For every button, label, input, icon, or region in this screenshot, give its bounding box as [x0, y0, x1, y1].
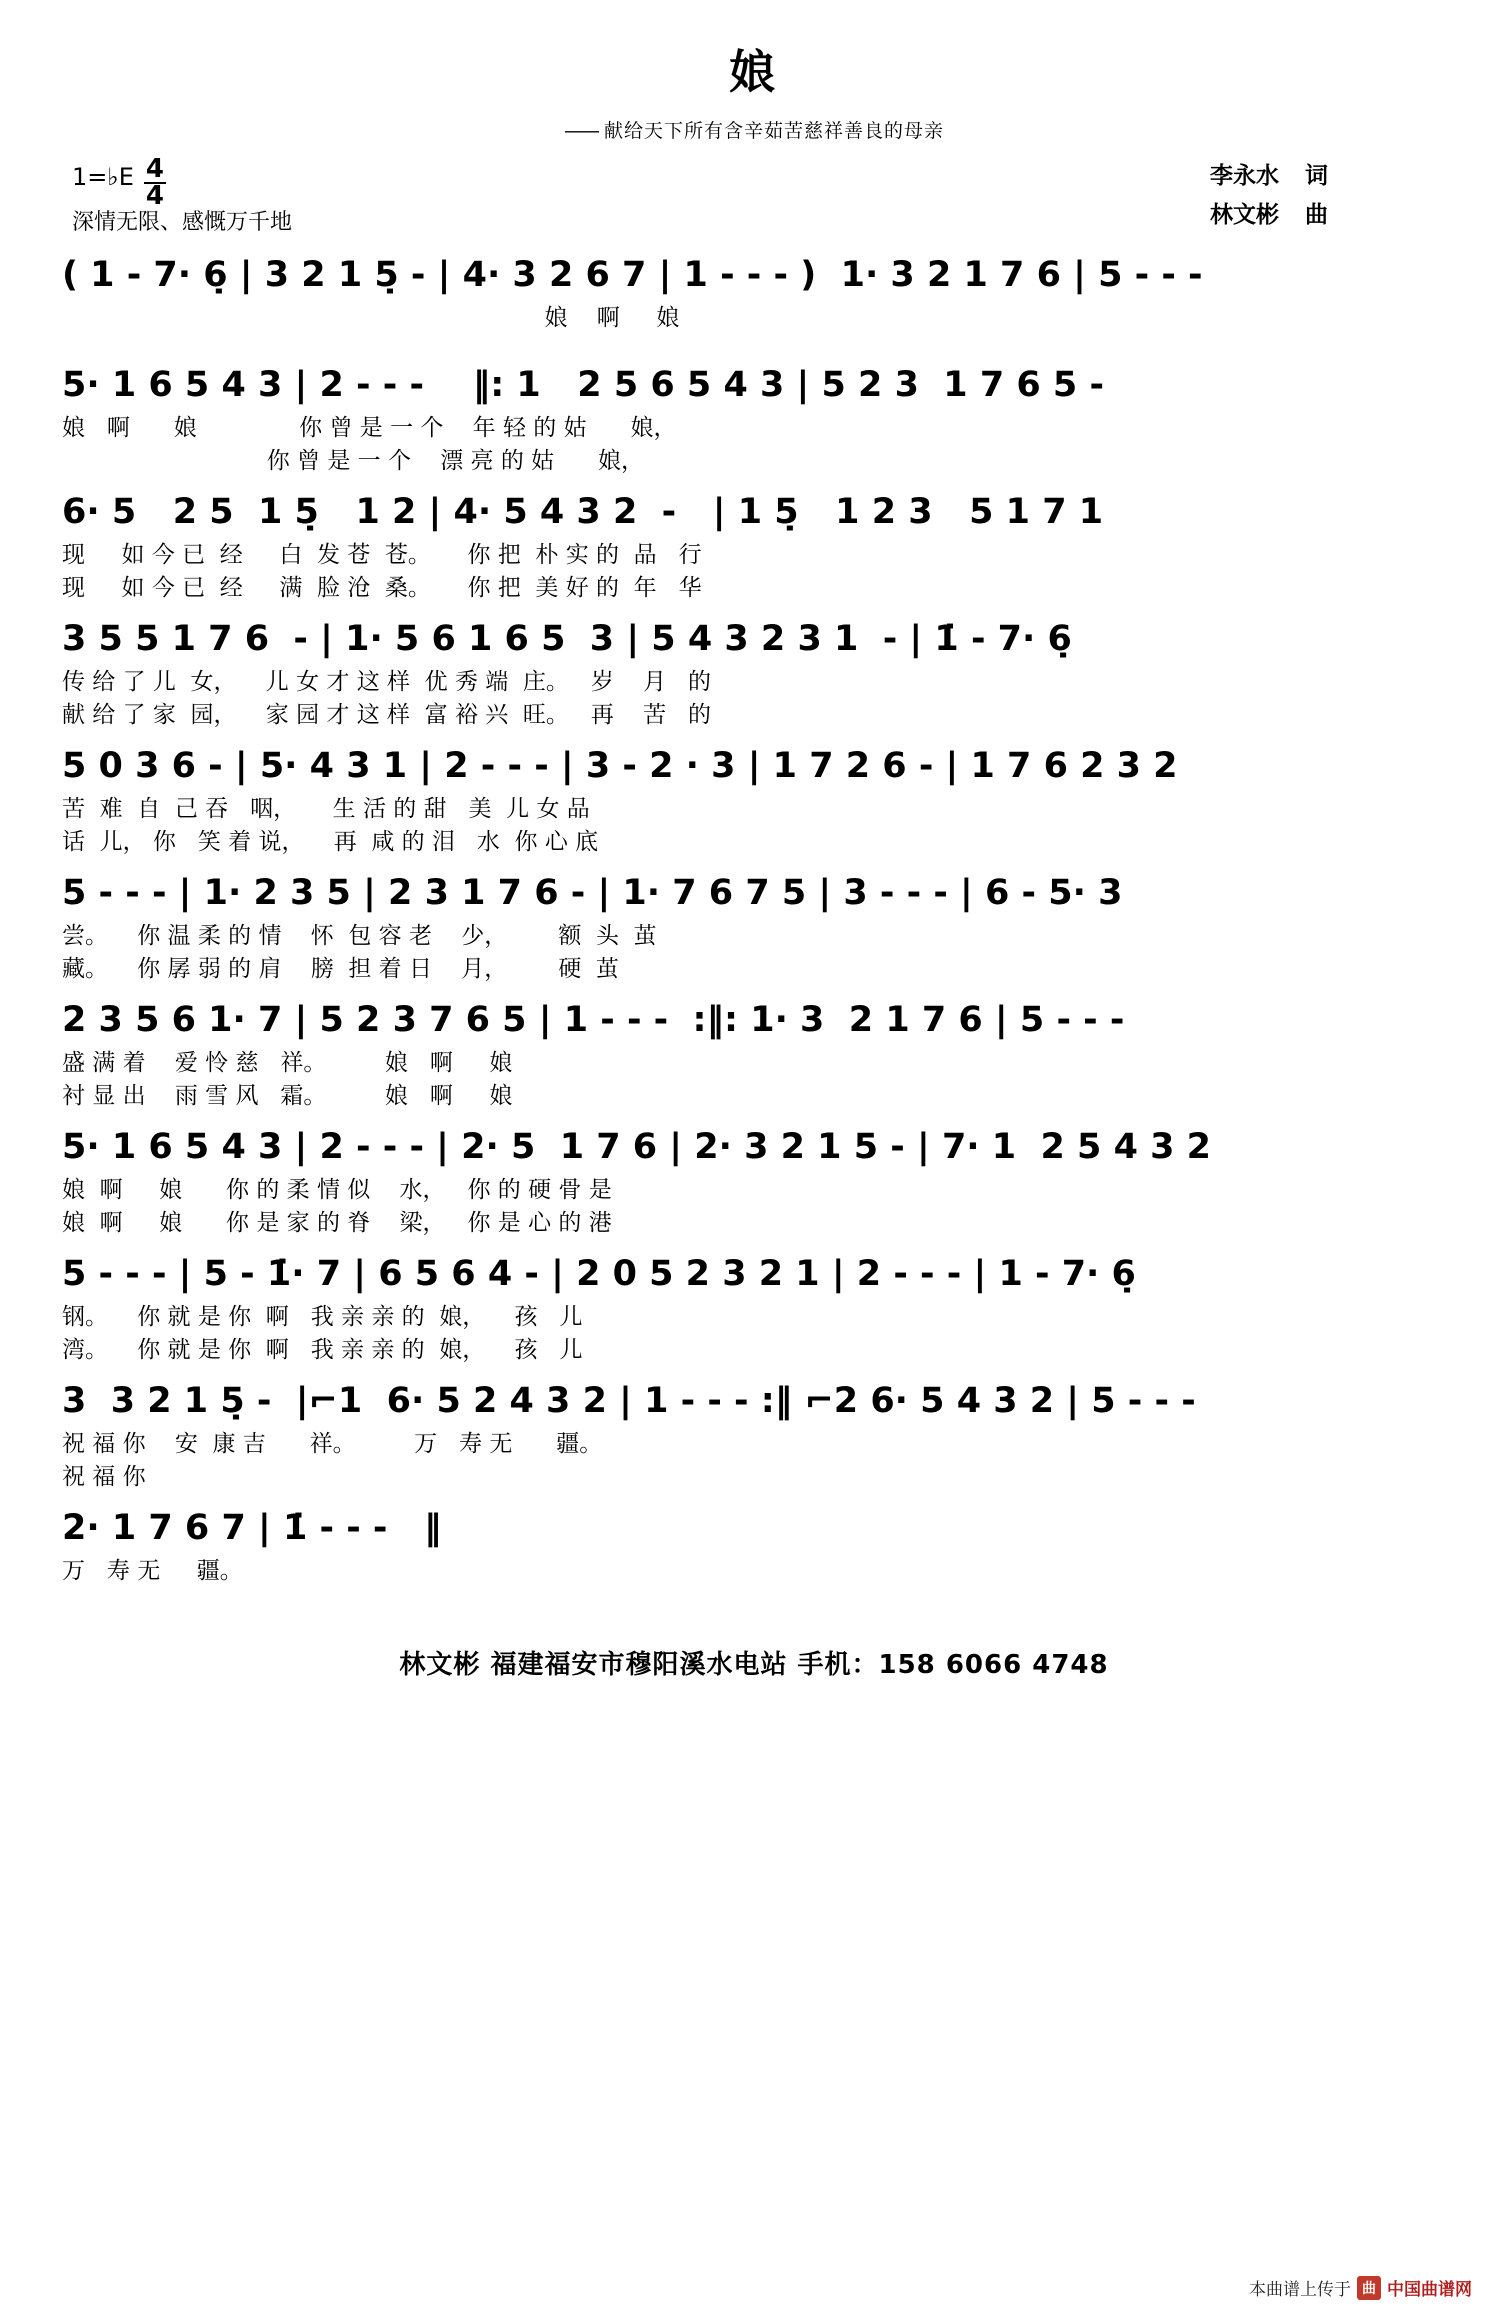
music-system: [62, 241, 1446, 351]
time-signature: [144, 154, 166, 211]
music-system: [62, 1113, 1446, 1240]
lyric-line-1: 苦 难 自 己 吞 咽， 生 活 的 甜 美 儿 女 品: [62, 796, 590, 822]
notation-line: 5 - - - | 1· 2 3 5 | 2 3 1 7 6 - | 1· 7 6 7 5 | 3 - - - | 6 - 5· 3: [62, 873, 1123, 913]
lyric-line-2: 衬 显 出 雨 雪 风 霜。 娘 啊 娘: [62, 1082, 513, 1109]
lyric-line-1: 娘 啊 娘: [62, 305, 680, 331]
lyric-line-1: 现 如 今 已 经 白 发 苍 苍。 你 把 朴 实 的 品 行: [62, 542, 702, 568]
lyric-line-1: 万 寿 无 疆。: [62, 1558, 243, 1584]
site-credit: [1249, 2275, 1472, 2300]
notation-line: 2· 1 7 6 7 | 1̇ - - - ‖: [62, 1508, 442, 1548]
lyric-line-1: 盛 满 着 爱 怜 慈 祥。 娘 啊 娘: [62, 1050, 513, 1076]
subtitle-dash: ——: [563, 120, 598, 142]
notation-line: 5· 1 6 5 4 3 | 2 - - - | 2· 5 1 7 6 | 2· 3 2 1 5 - | 7· 1 2 5 4 3 2: [62, 1127, 1212, 1167]
lyric-line-2: 湾。 你 就 是 你 啊 我 亲 亲 的 娘， 孩 儿: [62, 1336, 583, 1363]
lyric-line-2: 祝 福 你: [62, 1463, 146, 1490]
lyric-line-1: 传 给 了 儿 女， 儿 女 才 这 样 优 秀 端 庄。 岁 月 的: [62, 669, 712, 695]
subtitle: [0, 116, 1508, 143]
music-system: [62, 1367, 1446, 1494]
composer-name: 林文彬: [1210, 202, 1279, 229]
page-title: 娘: [729, 45, 779, 99]
lyric-line-1: 祝 福 你 安 康 吉 祥。 万 寿 无 疆。: [62, 1431, 603, 1457]
credits-block: [1210, 157, 1328, 235]
lyric-line-1: 娘 啊 娘 你 曾 是 一 个 年 轻 的 姑 娘，: [62, 415, 677, 441]
notation-line: 3 5 5 1 7 6 - | 1· 5 6 1 6 5 3 | 5 4 3 2 3 1 - | 1̇ - 7· 6̣: [62, 619, 1072, 659]
time-denominator: 4: [145, 180, 164, 211]
notation-line: 5· 1 6 5 4 3 | 2 - - - ‖: 1 2 5 6 5 4 3 | 5 2 3 1 7 6 5 -: [62, 365, 1104, 405]
lyricist-name: 李永水: [1210, 163, 1279, 189]
music-system: [62, 1494, 1446, 1604]
notation-line: 5 0 3 6 - | 5· 4 3 1 | 2 - - - | 3 - 2 · 3 | 1 7 2 6 - | 1 7 6 2 3 2: [62, 746, 1178, 786]
lyric-line-2: 你 曾 是 一 个 漂 亮 的 姑 娘，: [62, 447, 644, 474]
site-credit-text: 本曲谱上传于: [1249, 2280, 1351, 2300]
subtitle-text: 献给天下所有含辛茹苦慈祥善良的母亲: [603, 120, 944, 142]
music-system: [62, 605, 1446, 732]
composer-role: 曲: [1305, 202, 1328, 229]
notation-line: 6· 5 2 5 1 5̣ 1 2 | 4· 5 4 3 2 - | 1 5̣ 1 2 3 5 1 7 1: [62, 492, 1104, 532]
music-system: [62, 478, 1446, 605]
lyric-line-2: 娘 啊 娘 你 是 家 的 脊 梁， 你 是 心 的 港: [62, 1209, 612, 1236]
notation-line: 3 3 2 1 5̣ - |⌐1 6· 5 2 4 3 2 | 1 - - - :‖ ⌐2 6· 5 4 3 2 | 5 - - -: [62, 1381, 1196, 1421]
music-system: [62, 351, 1446, 478]
site-logo-icon: 曲: [1357, 2276, 1381, 2300]
key-label: 1=♭E: [72, 163, 134, 191]
footer-contact: 林文彬 福建福安市穆阳溪水电站 手机：158 6066 4748: [399, 1650, 1109, 1680]
music-system: [62, 732, 1446, 859]
lyric-line-2: 话 儿， 你 笑 着 说， 再 咸 的 泪 水 你 心 底: [62, 828, 599, 855]
lyricist-role: 词: [1305, 163, 1328, 189]
lyric-line-2: 现 如 今 已 经 满 脸 沧 桑。 你 把 美 好 的 年 华: [62, 574, 702, 601]
meta-row: [0, 149, 1508, 241]
notation-line: 2 3 5 6 1· 7 | 5 2 3 7 6 5 | 1 - - - :‖: 1· 3 2 1 7 6 | 5 - - -: [62, 1000, 1125, 1040]
notation-line: 5 - - - | 5 - 1̇· 7 | 6 5 6 4 - | 2 0 5 2 3 2 1 | 2 - - - | 1 - 7· 6̣: [62, 1254, 1136, 1294]
lyric-line-1: 尝。 你 温 柔 的 情 怀 包 容 老 少， 额 头 茧: [62, 923, 657, 949]
lyric-line-1: 娘 啊 娘 你 的 柔 情 似 水， 你 的 硬 骨 是: [62, 1177, 612, 1203]
notation-line: ( 1 - 7· 6̣ | 3 2 1 5̣ - | 4· 3 2 6 7 | 1 - - - ) 1· 3 2 1 7 6 | 5 - - -: [62, 255, 1203, 295]
composer-line: [1210, 196, 1328, 235]
site-name: 中国曲谱网: [1387, 2280, 1472, 2300]
time-numerator: 4: [145, 154, 164, 184]
tempo-mood-marking: 深情无限、感慨万千地: [72, 210, 293, 235]
lyric-line-2: 献 给 了 家 园， 家 园 才 这 样 富 裕 兴 旺。 再 苦 的: [62, 701, 712, 728]
music-system: [62, 859, 1446, 986]
music-system: [62, 1240, 1446, 1367]
lyric-line-1: 钢。 你 就 是 你 啊 我 亲 亲 的 娘， 孩 儿: [62, 1304, 583, 1330]
lyricist-line: [1210, 157, 1328, 196]
music-system: [62, 986, 1446, 1113]
lyric-line-2: 藏。 你 孱 弱 的 肩 膀 担 着 日 月， 硬 茧: [62, 955, 620, 982]
